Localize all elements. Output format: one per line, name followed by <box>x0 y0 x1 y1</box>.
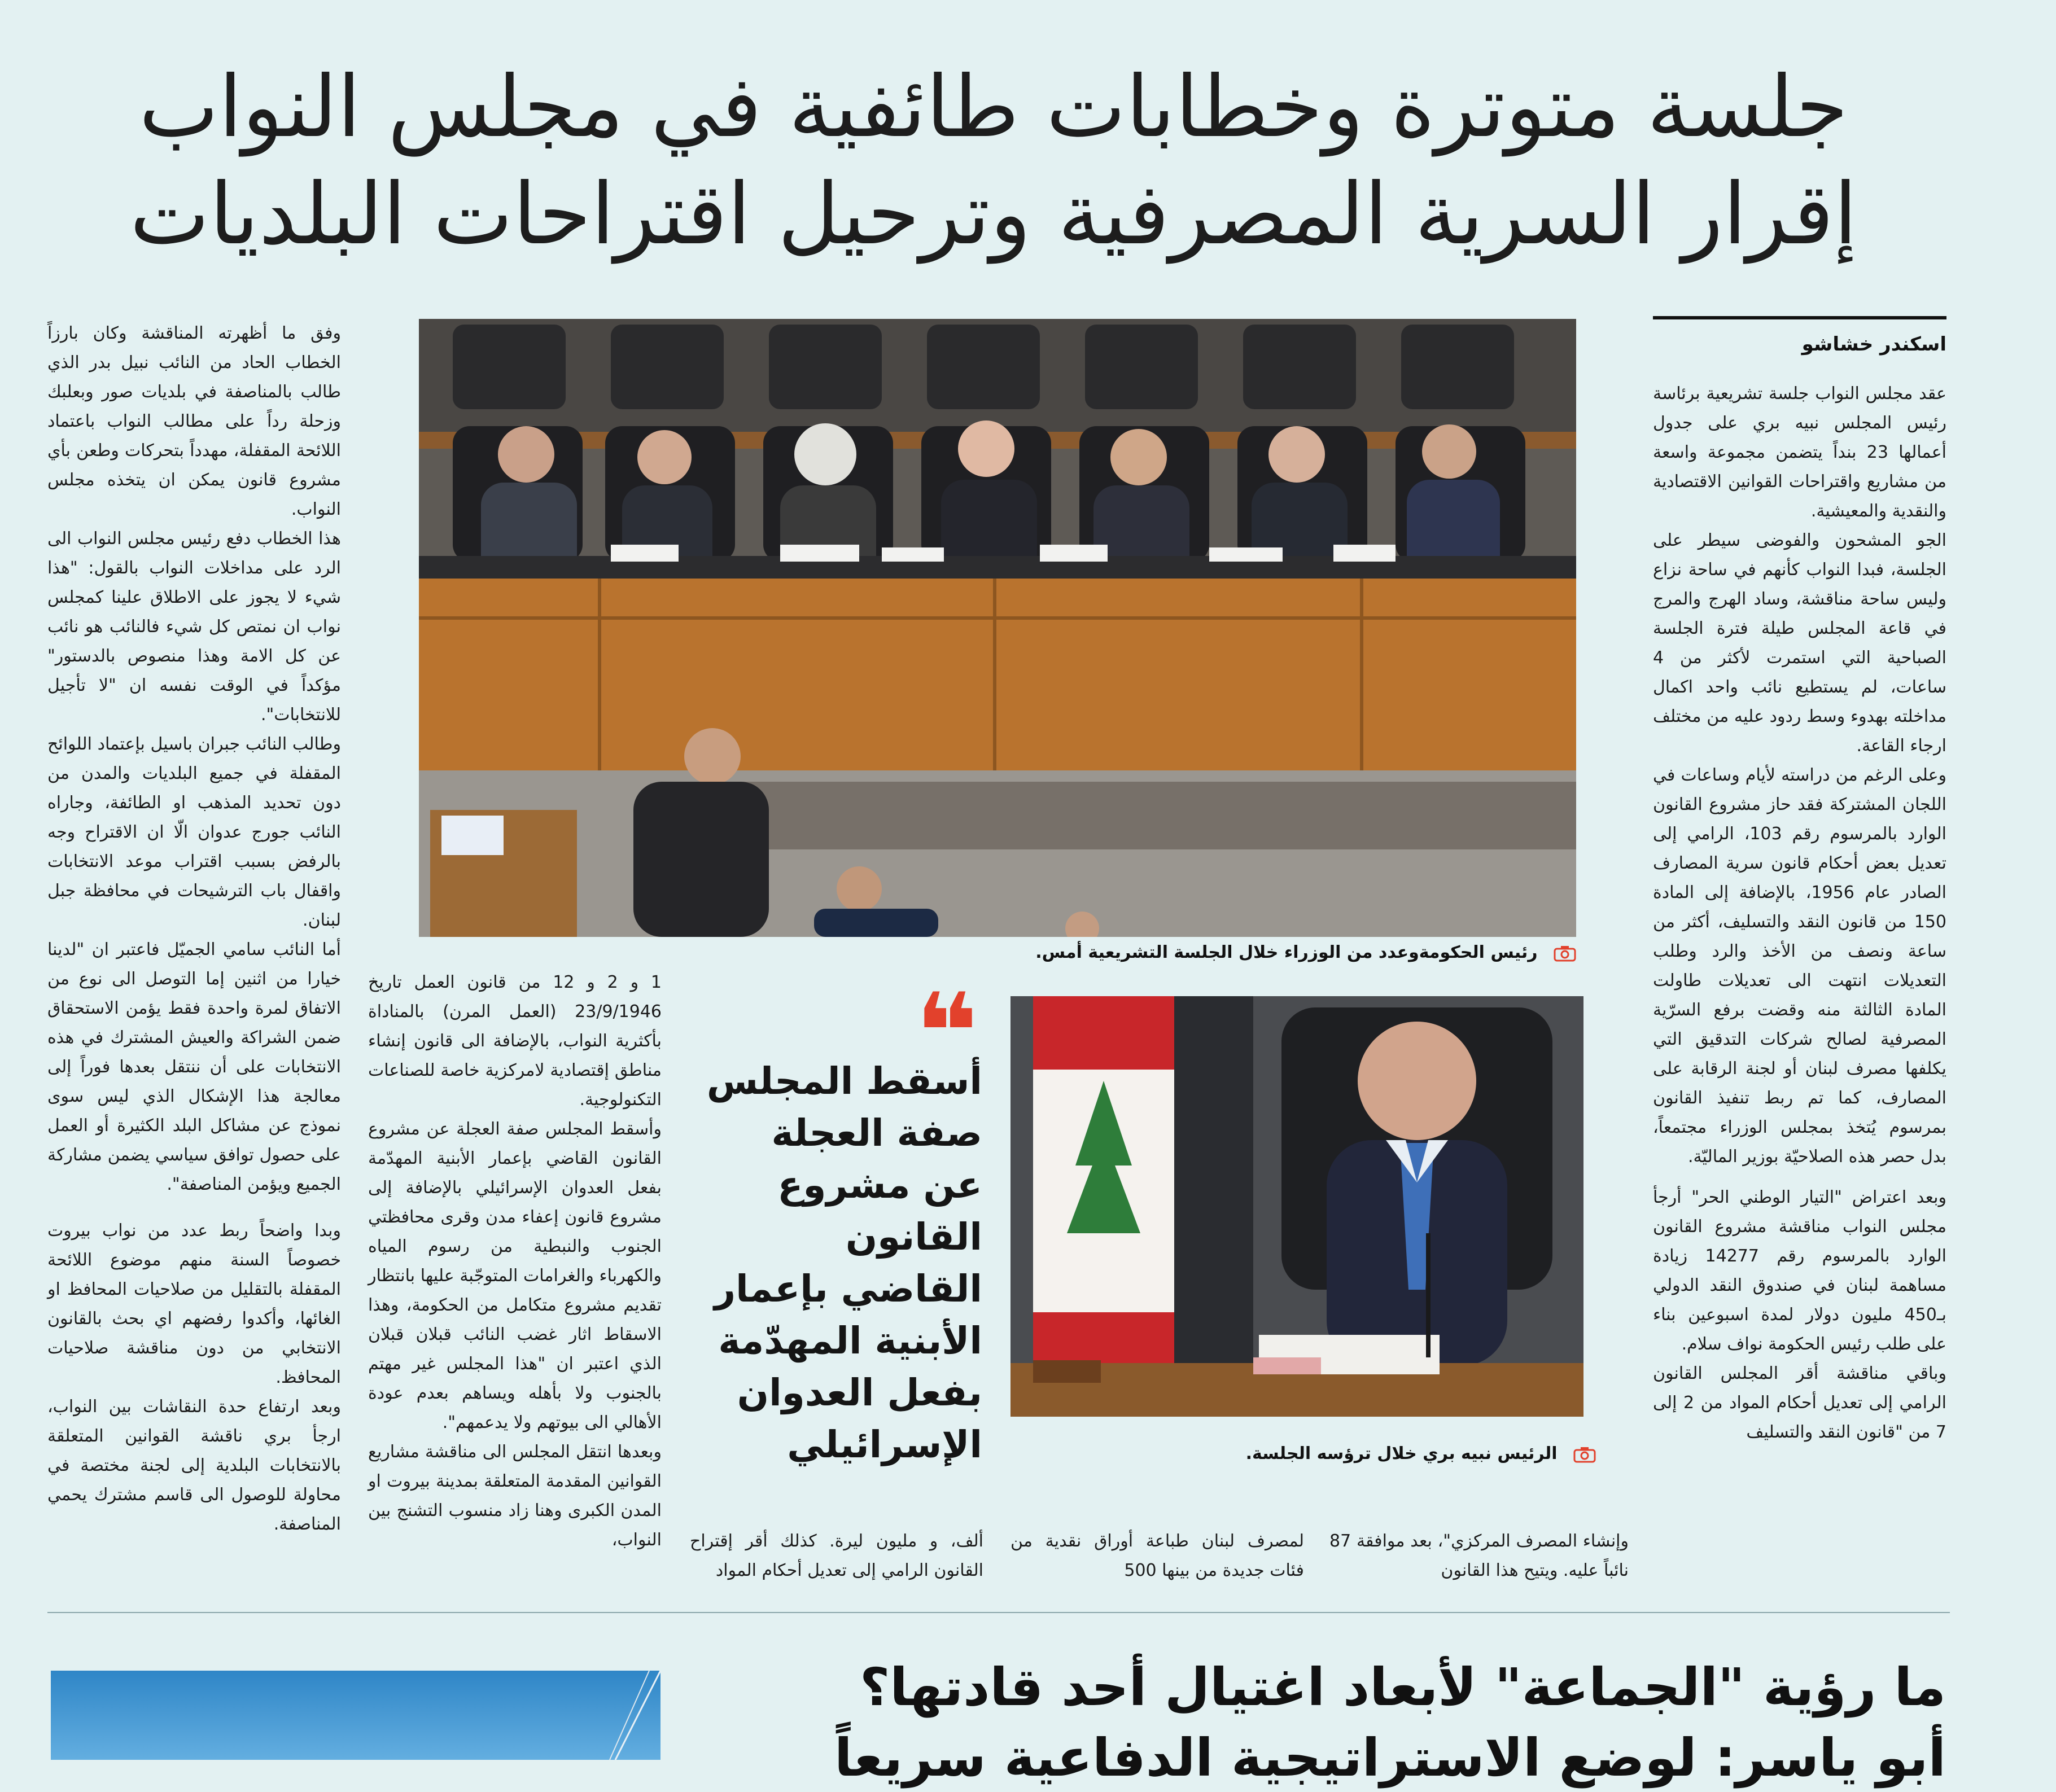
paragraph: وطالب النائب جبران باسيل بإعتماد اللوائح المقفلة في جميع البلديات والمدن من دون تحديد المذهب او الطائفة، وجاراه النائب جورج عدوان الّا ان الاقتراح وجه بالرفض بسبب اقتراب موعد الانتخابات واقفال باب الترشيحات في محافظة جبل لبنان. <box>47 734 341 930</box>
section-separator <box>47 1612 1950 1613</box>
photo-ministers-bench <box>419 319 1576 937</box>
bottom-strip-col3: ألف، و مليون ليرة. كذلك أقر إقتراح القانون الرامي إلى تعديل أحكام المواد <box>690 1531 983 1580</box>
paragraph: وبعد ارتفاع حدة النقاشات بين النواب، ارجأ بري ناقشة القوانين المتعلقة بالانتخابات البلدية إلى لجنة مختصة في محاولة للوصول الى قاسم مشترك يحمي المناصفة. <box>47 1397 341 1534</box>
paragraph: وبعدها انتقل المجلس الى مناقشة مشاريع القوانين المقدمة المتعلقة بمدينة بيروت او المدن الكبرى وهنا زاد منسوب التشنج بين النواب، <box>368 1442 662 1550</box>
sky-illustration <box>51 1671 660 1760</box>
paragraph: وفق ما أظهرته المناقشة وكان بارزاً الخطاب الحاد من النائب نبيل بدر الذي طالب بالمناصفة في بلديات صور وبعلبك وزحلة رداً على مطالب النواب باعتماد اللائحة المقفلة، مهدداً بتحركات وطعن بأي مشروع قانون يمكن ان يتخذه مجلس النواب. <box>47 323 341 519</box>
photo1-caption-text: رئيس الحكومةوعدد من الوزراء خلال الجلسة التشريعية أمس. <box>1035 943 1538 962</box>
paragraph: وبعد اعتراض "التيار الوطني الحر" أرجأ مجلس النواب مناقشة مشروع القانون الوارد بالمرسوم رقم 14277 زيادة مساهمة لبنان في صندوق النقد الدولي بـ450 مليون دولار لمدة اسبوعين بناء على طلب رئيس الحكومة نواف سلام. <box>1653 1188 1947 1354</box>
right-column <box>1653 379 1946 1447</box>
quote-mark-icon: ❝ <box>915 970 978 1095</box>
left-column <box>47 319 341 1539</box>
middle-column <box>368 968 662 1555</box>
bottom-strip-col1: وإنشاء المصرف المركزي"، بعد موافقة 87 نائباً عليه. ويتيح هذا القانون <box>1329 1531 1629 1580</box>
paragraph: وبدا واضحاً ربط عدد من نواب بيروت خصوصاً السنة منهم موضوع اللائحة المقفلة بالتقليل من صلاحيات المحافظ او الغائها، وأكدوا رفضهم اي بحث بالقانون الانتخابي من دون مناقشة صلاحيات المحافظ. <box>47 1221 341 1387</box>
paragraph: عقد مجلس النواب جلسة تشريعية برئاسة رئيس المجلس نبيه بري على جدول أعمالها 23 بنداً يتضمن مجموعة واسعة من مشاريع واقتراحات القوانين الاقتصادية والنقدية والمعيشية. <box>1653 384 1946 521</box>
author-rule <box>1653 316 1946 319</box>
photo2-caption-text: الرئيس نبيه بري خلال ترؤسه الجلسة. <box>1245 1444 1558 1464</box>
paragraph: أما النائب سامي الجميّل فاعتبر ان "لدينا خيارا من اثنين إما التوصل الى نوع من الاتفاق لمرة واحدة فقط يؤمن الاستحقاق ضمن الشراكة والعيش المشترك في هذه الانتخابات على أن ننتقل بعدها فوراً إلى معالجة هذا الإشكال الذي ليس سوى نموذج عن مشاكل البلد الكثيرة أو العمل على حصول توافق سياسي يضمن مشاركة الجميع ويؤمن المناصفة". <box>47 940 341 1194</box>
paragraph: وعلى الرغم من دراسته لأيام وساعات في اللجان المشتركة فقد حاز مشروع القانون الوارد بالمرسوم رقم 103، الرامي إلى تعديل بعض أحكام قانون سرية المصارف الصادر عام 1956، بالإضافة إلى المادة 150 من قانون النقد والتسليف، أكثر من ساعة ونصف من الأخذ والرد وطلب التعديلات انتهت الى تعديلات طاولت المادة الثالثة منه وقضت برفع السرّية المصرفية لصالح شركات التدقيق التي يكلفها مصرف لبنان أو لجنة الرقابة على المصارف، كما تم ربط تنفيذ القانون بمرسوم يُتخذ بمجلس الوزراء مجتمعاً، بدل حصر هذه الصلاحيّة بوزير الماليّة. <box>1653 765 1947 1167</box>
paragraph: وباقي مناقشة أقر المجلس القانون الرامي إلى تعديل أحكام المواد من 2 إلى 7 من "قانون النقد والتسليف <box>1653 1364 1946 1442</box>
berri-illustration <box>1010 996 1583 1417</box>
paragraph: هذا الخطاب دفع رئيس مجلس النواب الى الرد على مداخلات النواب بالقول: "هذا شيء لا يجوز على الاطلاق علينا كمجلس نواب ان نمتص كل شيء فالنائب هو نائب عن كل الامة وهذا منصوص بالدستور" مؤكداً في الوقت نفسه ان "لا تأجيل للانتخابات". <box>47 529 341 725</box>
next-article-headline: ما رؤية "الجماعة" لأبعاد اغتيال أحد قادتها؟ <box>859 1657 1946 1717</box>
paragraph: الجو المشحون والفوضى سيطر على الجلسة، فبدا النواب كأنهم في ساحة نزاع وليس ساحة مناقشة، وساد الهرج والمرج في قاعة المجلس طيلة فترة الجلسة الصباحية التي استمرت لأكثر من 4 ساعات، لم يستطيع نائب واحد اكمال مداخلته بهدوء وسط ردود عليه من مختلف ارجاء القاعة. <box>1653 531 1946 756</box>
paragraph: وأسقط المجلس صفة العجلة عن مشروع القانون القاضي بإعمار الأبنية المهدّمة بفعل العدوان الإسرائيلي بالإضافة إلى مشروع قانون إعفاء مدن وقرى محافظتي الجنوب والنبطية من رسوم المياه والكهرباء والغرامات المتوجّبة عليها بانتظار تقديم مشروع متكامل من الحكومة، وهذا الاسقاط اثار غضب النائب قبلان قبلان الذي اعتبر ان "هذا المجلس غير مهتم بالجنوب ولا بأهله ويساهم بعدم عودة الأهالي الى بيوتهم ولا يدعمهم". <box>368 1119 662 1432</box>
camera-icon <box>1573 1446 1596 1463</box>
author-name: اسكندر خشاشو <box>1801 333 1946 356</box>
photo-berri <box>1010 996 1583 1417</box>
ministers-illustration <box>419 319 1576 937</box>
next-article-subheadline: أبو ياسر: لوضع الاستراتيجية الدفاعية سريعاً <box>834 1728 1946 1788</box>
bottom-strip-col2: لمصرف لبنان طباعة أوراق نقدية من فئات جديدة من بينها 500 <box>1010 1531 1304 1580</box>
photo2-caption <box>1246 1444 1596 1464</box>
camera-icon <box>1554 945 1576 962</box>
pull-quote: أسقط المجلس صفة العجلة عن مشروع القانون القاضي بإعمار الأبنية المهدّمة بفعل العدوان الإسرائيلي <box>706 1059 982 1466</box>
paragraph: 1 و 2 و 12 من قانون العمل تاريخ 23/9/1946 (العمل المرن) بالمناداة بأكثرية النواب، بالإضافة الى قانون إنشاء مناطق إقتصادية لامركزية خاصة للصناعات التكنولوجية. <box>368 972 662 1110</box>
headline-line1: جلسة متوترة وخطابات طائفية في مجلس النواب <box>139 58 1848 156</box>
next-article-photo <box>51 1671 660 1760</box>
headline-line2: إقرار السرية المصرفية وترحيل اقتراحات البلديات <box>129 165 1858 264</box>
photo1-caption <box>1035 943 1576 962</box>
